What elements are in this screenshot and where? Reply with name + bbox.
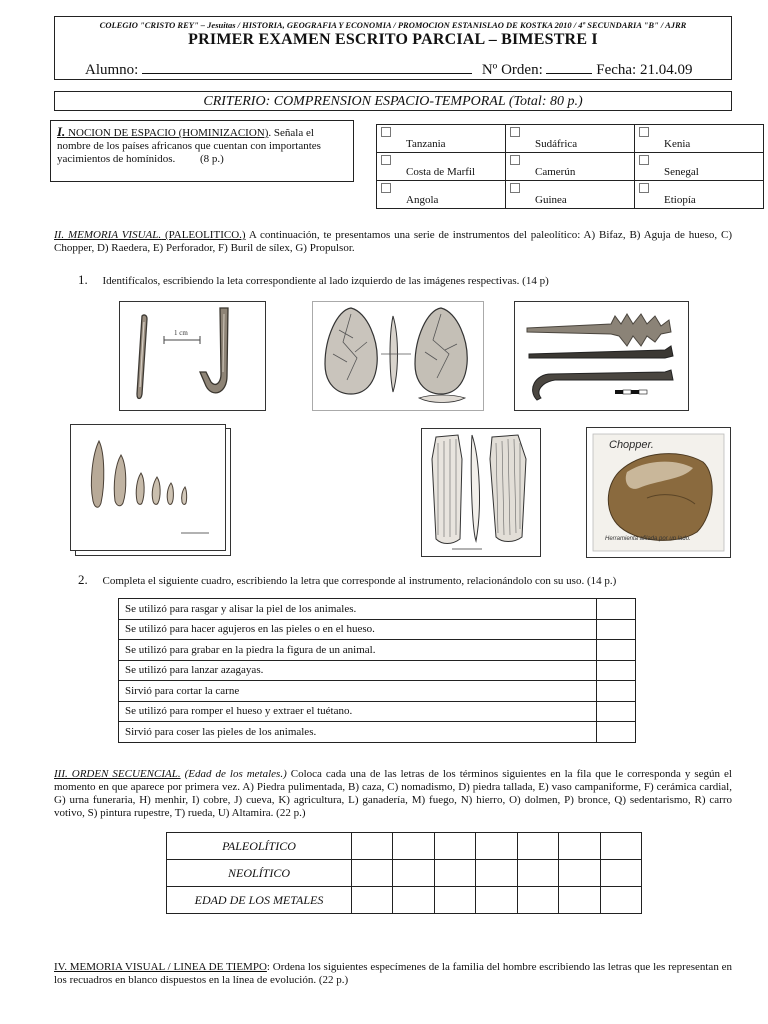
answer-cell[interactable] (597, 660, 636, 681)
country-label: Sudáfrica (535, 138, 578, 150)
country-label: Costa de Marfil (406, 166, 476, 178)
use-text: Se utilizó para grabar en la piedra la figura de un animal. (119, 640, 597, 661)
country-label: Angola (406, 194, 439, 206)
section-2-heading: II. MEMORIA VISUAL. (54, 229, 162, 241)
tool-image-propulsor (514, 301, 689, 411)
answer-cell[interactable] (597, 701, 636, 722)
answer-cell[interactable] (597, 599, 636, 620)
country-cell[interactable] (506, 181, 635, 209)
countries-table (376, 124, 764, 209)
answer-cell[interactable] (517, 833, 558, 860)
answer-cell[interactable] (393, 833, 434, 860)
country-label: Guinea (535, 194, 567, 206)
section-2-subheading: (PALEOLITICO.) (161, 229, 246, 241)
question-1-text: Identifícalos, escribiendo la leta correspondiente al lado izquierdo de las imágenes respectivas. (14 p) (102, 275, 549, 287)
answer-cell[interactable] (476, 887, 517, 914)
school-line: COLEGIO "CRISTO REY" – Jesuitas / HISTORIA, GEOGRAFIA Y ECONOMIA / PROMOCION ESTANISLAO DE KOSTKA 2010 / 4º SECUNDARIA "B" / AJRR (99, 20, 687, 30)
table-row (119, 640, 636, 661)
country-label: Camerún (535, 166, 576, 178)
answer-cell[interactable] (597, 681, 636, 702)
use-text: Sirvió para cortar la carne (119, 681, 597, 702)
table-row (119, 660, 636, 681)
bone-needle-icon (120, 302, 265, 410)
tool-image-bifaz (312, 301, 484, 411)
country-cell[interactable] (377, 125, 506, 153)
era-label: EDAD DE LOS METALES (167, 887, 352, 914)
uses-table (118, 598, 636, 743)
section-4-heading: IV. MEMORIA VISUAL / LINEA DE TIEMPO (54, 961, 267, 973)
answer-cell[interactable] (597, 640, 636, 661)
question-2 (78, 572, 616, 588)
country-cell[interactable] (635, 181, 764, 209)
use-text: Se utilizó para lanzar azagayas. (119, 660, 597, 681)
answer-cell[interactable] (393, 887, 434, 914)
tool-image-bone-needle (119, 301, 266, 411)
checkbox-icon[interactable] (639, 127, 649, 137)
country-cell[interactable] (377, 181, 506, 209)
answer-cell[interactable] (517, 860, 558, 887)
checkbox-icon[interactable] (510, 127, 520, 137)
answer-cell[interactable] (434, 887, 475, 914)
answer-cell[interactable] (600, 887, 641, 914)
answer-cell[interactable] (559, 833, 600, 860)
propulsor-icon (515, 302, 688, 410)
answer-cell[interactable] (393, 860, 434, 887)
country-label: Etiopía (664, 194, 696, 206)
answer-cell[interactable] (559, 887, 600, 914)
era-label: PALEOLÍTICO (167, 833, 352, 860)
bifaz-icon (313, 302, 483, 410)
answer-cell[interactable] (476, 860, 517, 887)
answer-cell[interactable] (559, 860, 600, 887)
eras-table (166, 832, 642, 914)
answer-cell[interactable] (597, 722, 636, 743)
country-label: Kenia (664, 138, 691, 150)
use-text: Se utilizó para romper el hueso y extraer el tuétano. (119, 701, 597, 722)
chopper-icon (587, 428, 730, 557)
checkbox-icon[interactable] (639, 183, 649, 193)
table-row (119, 599, 636, 620)
answer-cell[interactable] (434, 833, 475, 860)
section-3-subheading: (Edad de los metales.) (180, 768, 287, 780)
section-1-prompt: I. NOCION DE ESPACIO (HOMINIZACION). Señala el nombre de los países africanos que cuentan con importantes yacimientos de homínidos. (8 p.) (50, 120, 354, 182)
alumno-label: Alumno: (85, 62, 139, 78)
section-3-intro (54, 768, 732, 820)
table-row (167, 833, 642, 860)
orden-label: Nº Orden: (481, 62, 543, 78)
exam-header (54, 16, 732, 80)
answer-cell[interactable] (600, 860, 641, 887)
table-row (167, 860, 642, 887)
section-1-points: (8 p.) (199, 153, 224, 165)
answer-cell[interactable] (352, 833, 393, 860)
section-1-number: I. (57, 124, 66, 139)
tool-image-buril (421, 428, 541, 557)
question-1-number: 1. (78, 272, 88, 287)
use-text: Sirvió para coser las pieles de los animales. (119, 722, 597, 743)
use-text: Se utilizó para rasgar y alisar la piel de los animales. (119, 599, 597, 620)
checkbox-icon[interactable] (639, 155, 649, 165)
country-cell[interactable] (635, 153, 764, 181)
answer-cell[interactable] (597, 619, 636, 640)
table-row (119, 701, 636, 722)
answer-cell[interactable] (352, 860, 393, 887)
tool-image-chopper (586, 427, 731, 558)
use-text: Se utilizó para hacer agujeros en las pieles o en el hueso. (119, 619, 597, 640)
section-4-text: : Ordena los siguientes especímenes de la familia del hombre escribiendo las letras que les representan en los recuadros en blanco dispuestos en la línea de evolución. (22 p.) (54, 961, 732, 986)
section-3-text: Coloca cada una de las letras de los términos siguientes en la fila que le corresponda y según el momento en que aparece por primera vez. A) Piedra pulimentada, B) caza, C) nomadismo, D) piedra tallada, E) vaso campaniforme, F) cerámica cardial, G) urna funeraria, H) menhir, I) cobre, J) cueva, K) agricultura, L) ganadería, M) fuego, N) hierro, O) dolmen, P) bronce, Q) sedentarismo, R) carro votivo, S) pintura rupestre, T) rueda, U) Altamira. (22 p.) (54, 768, 732, 819)
era-label: NEOLÍTICO (167, 860, 352, 887)
checkbox-icon[interactable] (381, 155, 391, 165)
chopper-label: Chopper. (609, 439, 654, 451)
section-1-title: NOCION DE ESPACIO (HOMINIZACION) (65, 127, 269, 139)
checkbox-icon[interactable] (510, 183, 520, 193)
alumno-field[interactable] (142, 59, 472, 74)
checkbox-icon[interactable] (381, 183, 391, 193)
country-label: Senegal (664, 166, 699, 178)
question-2-number: 2. (78, 572, 88, 587)
section-2-intro (54, 229, 732, 255)
answer-cell[interactable] (352, 887, 393, 914)
country-label: Tanzania (406, 138, 446, 150)
orden-field[interactable] (546, 59, 592, 74)
perforador-icon (71, 425, 225, 550)
table-row (167, 887, 642, 914)
table-row (119, 722, 636, 743)
country-cell[interactable] (506, 153, 635, 181)
section-4-intro (54, 961, 732, 987)
chopper-caption: Herramienta afilada por un lado. (605, 536, 691, 542)
student-info-row (85, 59, 721, 79)
answer-cell[interactable] (600, 833, 641, 860)
question-2-text: Completa el siguiente cuadro, escribiendo la letra que corresponde al instrumento, relacionándolo con su uso. (14 p.) (102, 575, 617, 587)
answer-cell[interactable] (517, 887, 558, 914)
criterio-banner: CRITERIO: COMPRENSION ESPACIO-TEMPORAL (Total: 80 p.) (54, 91, 732, 111)
table-row (119, 619, 636, 640)
fecha-label: Fecha: 21.04.09 (596, 62, 693, 78)
scale-label: 1 cm (174, 329, 188, 337)
exam-title: PRIMER EXAMEN ESCRITO PARCIAL – BIMESTRE I (188, 31, 598, 48)
table-row (119, 681, 636, 702)
country-cell[interactable] (635, 125, 764, 153)
tool-image-perforador (70, 424, 226, 551)
country-cell[interactable] (506, 125, 635, 153)
section-3-heading: III. ORDEN SECUENCIAL. (54, 768, 181, 780)
checkbox-icon[interactable] (381, 127, 391, 137)
section-1-text: Señala el nombre de los países africanos que cuentan con importantes yacimientos de homínidos. (57, 127, 321, 165)
question-1 (78, 272, 549, 288)
checkbox-icon[interactable] (510, 155, 520, 165)
answer-cell[interactable] (476, 833, 517, 860)
buril-icon (422, 429, 540, 556)
section-2-intro-text: A continuación, te presentamos una serie de instrumentos del paleolítico: A) Bifaz, B) Aguja de hueso, C) Chopper, D) Raedera, E) Perforador, F) Buril de sílex, G) Propulsor. (54, 229, 732, 254)
country-cell[interactable] (377, 153, 506, 181)
answer-cell[interactable] (434, 860, 475, 887)
